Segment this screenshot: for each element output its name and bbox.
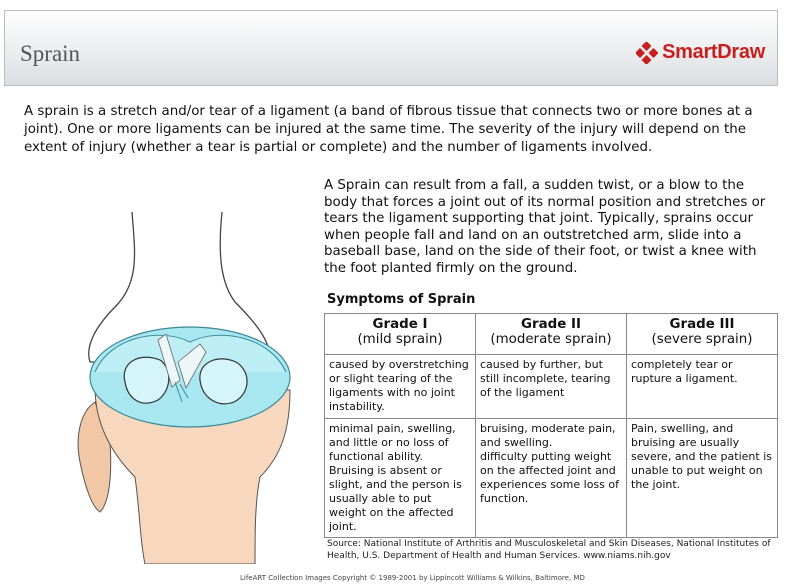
grade-2-definition: caused by further, but still incomplete, tearing of the ligament [476, 355, 627, 419]
grade-1-definition: caused by overstretching or slight tearing of the ligaments with no joint instability. [325, 355, 476, 419]
smartdraw-logo [636, 41, 765, 64]
causes-paragraph: A Sprain can result from a fall, a sudden twist, or a blow to the body that forces a joint out of its normal position and stretches or tears the ligament supporting that joint. Typically, sprains occur when people fall and land on an outstretched arm, slide into a baseball base, land on the side of their foot, or twist a knee with the foot planted firmly on the ground. [324, 178, 766, 276]
grade-1-symptoms: minimal pain, swelling, and little or no loss of functional ability. Bruising is absent or slight, and the person is usually able to put weight on the affected joint. [325, 419, 476, 538]
grade-1-header: Grade I (mild sprain) [325, 314, 476, 355]
grade-3-symptoms: Pain, swelling, and bruising are usually severe, and the patient is unable to put weight on the joint. [627, 419, 778, 538]
table-row [325, 419, 778, 538]
logo-text: SmartDraw [662, 41, 765, 63]
copyright-notice: LifeART Collection Images Copyright © 1989-2001 by Lippincott Williams & Wilkins, Baltimore, MD [240, 574, 585, 582]
page-title: Sprain [20, 41, 81, 66]
grade-3-definition: completely tear or rupture a ligament. [627, 355, 778, 419]
page-header [4, 10, 778, 86]
knee-joint-illustration [40, 212, 318, 564]
source-citation: Source: National Institute of Arthritis and Musculoskeletal and Skin Diseases, National Institutes of Health, U.S. Department of Health and Human Services. www.niams.nih.gov [327, 539, 771, 561]
smartdraw-diamond-icon [636, 42, 658, 64]
table-header-row [325, 314, 778, 355]
symptoms-title: Symptoms of Sprain [327, 292, 476, 307]
intro-paragraph: A sprain is a stretch and/or tear of a ligament (a band of fibrous tissue that connects two or more bones at a joint). One or more ligaments can be injured at the same time. The severity of the injury will depend on the extent of injury (whether a tear is partial or complete) and the number of ligaments involved. [24, 104, 753, 155]
table-row [325, 355, 778, 419]
grade-2-header: Grade II (moderate sprain) [476, 314, 627, 355]
grade-2-symptoms: bruising, moderate pain, and swelling. difficulty putting weight on the affected joint and experiences some loss of function. [476, 419, 627, 538]
symptoms-table [324, 313, 778, 538]
grade-3-header: Grade III (severe sprain) [627, 314, 778, 355]
